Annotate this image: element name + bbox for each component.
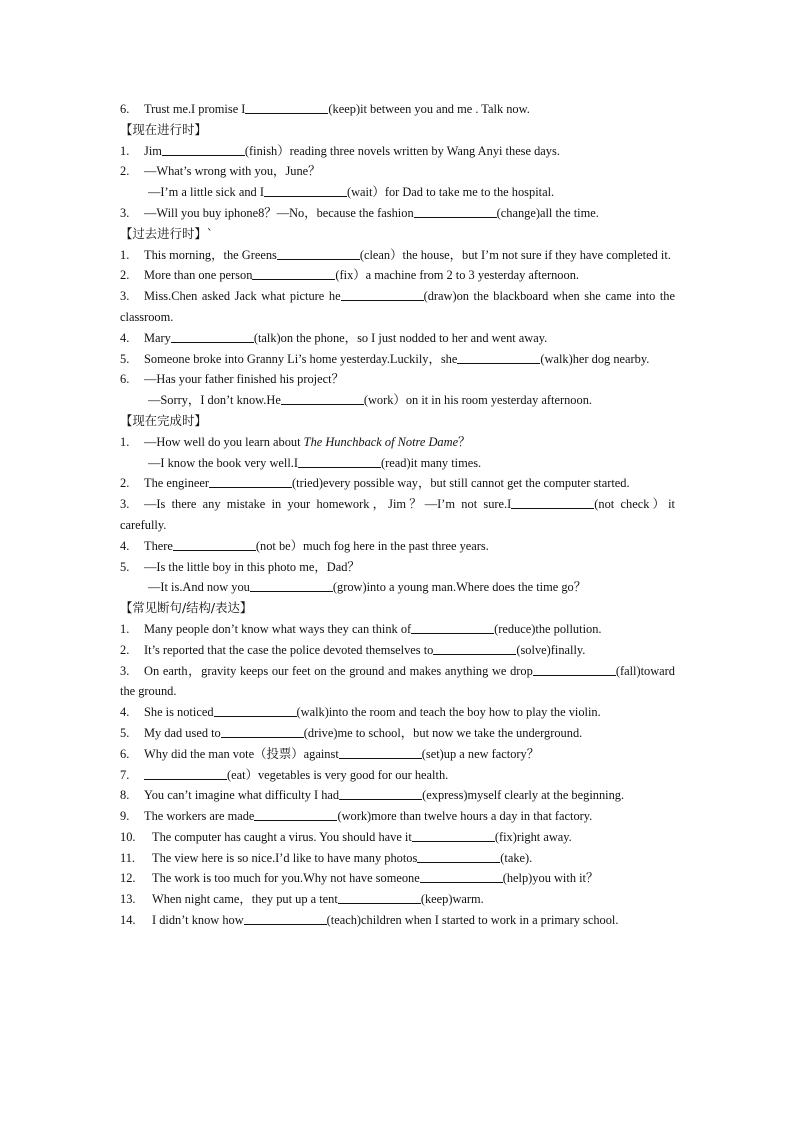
- question-number: 14.: [120, 913, 136, 928]
- question-number: 4.: [120, 330, 130, 345]
- question-text: (fall)toward the ground.: [120, 663, 675, 699]
- question-number: 3.: [120, 289, 130, 304]
- answer-blank[interactable]: [511, 496, 594, 509]
- question-number: 1.: [120, 247, 130, 262]
- question-number: 5.: [120, 559, 130, 574]
- answer-blank[interactable]: [339, 746, 422, 759]
- question-pc-3: [120, 203, 675, 224]
- question-text: (help)you with it？: [502, 871, 599, 886]
- question-cm-8: [120, 785, 675, 806]
- question-number: 7.: [120, 767, 130, 782]
- question-cm-7: [120, 765, 675, 786]
- question-text: —Will you buy iphone8？—No，because the fashion: [144, 205, 414, 220]
- question-number: 4.: [120, 705, 130, 720]
- answer-blank[interactable]: [250, 579, 333, 592]
- question-pastc-6-reply: [120, 390, 675, 411]
- question-pp-2: [120, 473, 675, 494]
- question-text: (teach)children when I started to work in a primary school.: [326, 913, 619, 928]
- question-number: 9.: [120, 809, 130, 824]
- question-number: 6.: [120, 372, 130, 387]
- answer-blank[interactable]: [254, 808, 337, 821]
- question-cm-6: [120, 744, 675, 765]
- question-cm-12: [120, 868, 675, 889]
- question-text: —I’m a little sick and I: [148, 185, 264, 200]
- answer-blank[interactable]: [162, 143, 245, 156]
- question-number: 6.: [120, 102, 130, 116]
- answer-blank[interactable]: [264, 184, 347, 197]
- question-text: (drive)me to school，but now we take the underground.: [303, 725, 583, 740]
- question-text: (keep)it between you and me . Talk now.: [328, 102, 530, 116]
- answer-blank[interactable]: [341, 288, 424, 301]
- answer-blank[interactable]: [252, 267, 335, 280]
- answer-blank[interactable]: [144, 767, 227, 780]
- question-cm-5: [120, 723, 675, 744]
- question-text: —Sorry，I don’t know.He: [148, 393, 281, 408]
- question-number: 8.: [120, 788, 130, 803]
- question-text: There: [144, 538, 173, 553]
- question-text: (work）on it in his room yesterday afternoon.: [363, 393, 592, 408]
- question-text: (keep)warm.: [420, 892, 484, 907]
- question-cm-2: [120, 640, 675, 661]
- question-text: (work)more than twelve hours a day in that factory.: [337, 809, 593, 824]
- question-pp-5-reply: [120, 577, 675, 598]
- question-pp-1-reply: [120, 453, 675, 474]
- question-text: (talk)on the phone，so I just nodded to her and went away.: [253, 330, 548, 345]
- question-cm-3: [120, 661, 675, 703]
- question-text: Jim: [144, 143, 162, 158]
- answer-blank[interactable]: [244, 912, 327, 925]
- question-number: 6.: [120, 746, 130, 761]
- question-text: —What’s wrong with you，June？: [144, 164, 321, 179]
- question-cm-14: [120, 910, 675, 931]
- question-number: 4.: [120, 538, 130, 553]
- question-text: She is noticed: [144, 705, 214, 720]
- question-text: (not check）it carefully.: [120, 497, 675, 532]
- question-pastc-2: [120, 265, 675, 286]
- answer-blank[interactable]: [457, 351, 540, 364]
- question-cm-10: [120, 827, 675, 848]
- question-cm-4: [120, 702, 675, 723]
- question-pp-4: [120, 536, 675, 557]
- question-text: (read)it many times.: [381, 455, 482, 470]
- answer-blank[interactable]: [433, 642, 516, 655]
- question-text: Someone broke into Granny Li’s home yesterday.Luckily，she: [144, 351, 458, 366]
- answer-blank[interactable]: [171, 330, 254, 343]
- question-text: Why did the man vote（投票）against: [144, 746, 339, 761]
- question-pc-2: [120, 161, 675, 182]
- question-pre-6: [120, 99, 675, 120]
- question-text: —How well do you learn about: [144, 434, 304, 449]
- question-text: The computer has caught a virus. You should have it: [152, 829, 412, 844]
- question-cm-13: [120, 889, 675, 910]
- question-text: —Is the little boy in this photo me，Dad？: [144, 559, 360, 574]
- answer-blank[interactable]: [281, 392, 364, 405]
- answer-blank[interactable]: [298, 455, 381, 468]
- answer-blank[interactable]: [214, 704, 297, 717]
- answer-blank[interactable]: [533, 663, 616, 676]
- question-cm-9: [120, 806, 675, 827]
- question-text: (not be）much fog here in the past three years.: [255, 538, 489, 553]
- question-text: Trust me.I promise I: [144, 102, 246, 116]
- question-text: —Is there any mistake in your homework，Jim？—I’m not sure.I: [144, 497, 512, 512]
- question-cm-11: [120, 848, 675, 869]
- question-text: More than one person: [144, 268, 253, 283]
- worksheet: [120, 99, 675, 931]
- question-text: On earth，gravity keeps our feet on the ground and makes anything we drop: [144, 663, 533, 678]
- question-text: (fix）a machine from 2 to 3 yesterday afternoon.: [335, 268, 579, 283]
- question-number: 2.: [120, 268, 130, 283]
- question-text: You can’t imagine what difficulty I had: [144, 788, 340, 803]
- answer-blank[interactable]: [414, 205, 497, 218]
- question-text: The work is too much for you.Why not have someone: [152, 871, 420, 886]
- question-pc-1: [120, 141, 675, 162]
- question-number: 10.: [120, 829, 136, 844]
- answer-blank[interactable]: [245, 101, 328, 114]
- question-pp-5: [120, 557, 675, 578]
- question-number: 3.: [120, 205, 130, 220]
- answer-blank[interactable]: [412, 829, 495, 842]
- answer-blank[interactable]: [338, 891, 421, 904]
- question-text: (walk)her dog nearby.: [540, 351, 650, 366]
- question-pastc-4: [120, 328, 675, 349]
- question-text: I didn’t know how: [152, 913, 244, 928]
- question-text: (change)all the time.: [496, 205, 599, 220]
- question-text: (finish）reading three novels written by Wang Anyi these days.: [244, 143, 560, 158]
- question-text: (eat）vegetables is very good for our health.: [227, 767, 449, 782]
- answer-blank[interactable]: [417, 850, 500, 863]
- question-number: 5.: [120, 725, 130, 740]
- question-pastc-6: [120, 369, 675, 390]
- question-number: 1.: [120, 143, 130, 158]
- question-text: Mary: [144, 330, 171, 345]
- question-text: (grow)into a young man.Where does the time go？: [332, 580, 587, 595]
- section-heading-present-continuous: 【现在进行时】: [120, 121, 207, 137]
- question-text: (take).: [500, 850, 533, 865]
- question-text: It’s reported that the case the police devoted themselves to: [144, 642, 434, 657]
- question-number: 3.: [120, 663, 130, 678]
- section-heading-common-structures: 【常见断句/结构/表达】: [120, 600, 253, 616]
- question-cm-1: [120, 619, 675, 640]
- question-pastc-3: [120, 286, 675, 328]
- answer-blank[interactable]: [209, 475, 292, 488]
- question-text: This morning，the Greens: [144, 247, 277, 262]
- question-text: The view here is so nice.I’d like to have many photos: [152, 850, 418, 865]
- question-number: 1.: [120, 621, 130, 636]
- question-text: (tried)every possible way，but still cannot get the computer started.: [292, 476, 630, 491]
- answer-blank[interactable]: [339, 787, 422, 800]
- section-heading-present-perfect: 【现在完成时】: [120, 412, 207, 428]
- question-text: —Has your father finished his project？: [144, 372, 344, 387]
- question-number: 3.: [120, 497, 130, 512]
- question-text: (wait）for Dad to take me to the hospital.: [346, 185, 555, 200]
- question-number: 2.: [120, 476, 130, 491]
- question-pastc-5: [120, 349, 675, 370]
- answer-blank[interactable]: [277, 247, 360, 260]
- question-number: 2.: [120, 164, 130, 179]
- question-number: 1.: [120, 434, 130, 449]
- question-number: 13.: [120, 892, 136, 907]
- answer-blank[interactable]: [411, 621, 494, 634]
- answer-blank[interactable]: [221, 725, 304, 738]
- question-text: (reduce)the pollution.: [494, 621, 602, 636]
- section-heading-past-continuous: 【过去进行时】`: [120, 225, 213, 241]
- question-number: 5.: [120, 351, 130, 366]
- book-title: The Hunchback of Notre Dame: [303, 434, 459, 449]
- question-text: Miss.Chen asked Jack what picture he: [144, 289, 341, 304]
- question-text: Many people don’t know what ways they can think of: [144, 621, 412, 636]
- question-text: ？: [458, 434, 471, 449]
- question-text: (solve)finally.: [516, 642, 586, 657]
- question-text: (walk)into the room and teach the boy how to play the violin.: [296, 705, 601, 720]
- question-text: The engineer: [144, 476, 210, 491]
- question-pastc-1: [120, 245, 675, 266]
- question-text: (set)up a new factory？: [421, 746, 540, 761]
- question-text: (draw)on the blackboard when she came into the classroom.: [120, 289, 675, 324]
- question-text: (express)myself clearly at the beginning.: [422, 788, 625, 803]
- question-text: —I know the book very well.I: [148, 455, 299, 470]
- question-number: 2.: [120, 642, 130, 657]
- question-text: The workers are made: [144, 809, 255, 824]
- question-text: (clean）the house，but I’m not sure if they have completed it.: [359, 247, 671, 262]
- answer-blank[interactable]: [420, 870, 503, 883]
- question-text: When night came，they put up a tent: [152, 892, 338, 907]
- question-number: 11.: [120, 850, 136, 865]
- question-pp-3: [120, 494, 675, 536]
- question-pc-2-reply: [120, 182, 675, 203]
- question-text: —It is.And now you: [148, 580, 250, 595]
- answer-blank[interactable]: [173, 538, 256, 551]
- question-text: My dad used to: [144, 725, 221, 740]
- question-number: 12.: [120, 871, 136, 886]
- question-pp-1: [120, 432, 675, 453]
- question-text: (fix)right away.: [494, 829, 572, 844]
